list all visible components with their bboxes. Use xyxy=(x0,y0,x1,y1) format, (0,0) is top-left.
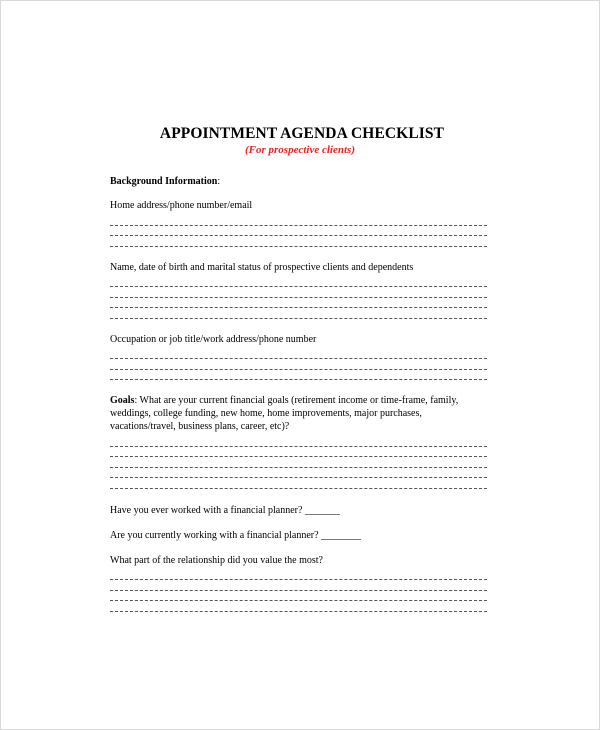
answer-lines-occupation xyxy=(110,349,490,381)
answer-lines-home-address xyxy=(110,215,490,247)
answer-lines-goals xyxy=(110,436,490,489)
answer-line xyxy=(110,287,487,298)
answer-line xyxy=(110,298,487,309)
answer-line xyxy=(110,591,487,602)
question-goals xyxy=(110,394,485,433)
answer-line xyxy=(110,277,487,288)
answer-line xyxy=(110,349,487,360)
answer-line xyxy=(110,468,487,479)
answer-line xyxy=(110,370,487,381)
answer-line xyxy=(110,457,487,468)
answer-line xyxy=(110,226,487,237)
answer-line xyxy=(110,308,487,319)
question-home-address: Home address/phone number/email xyxy=(110,200,253,211)
answer-line xyxy=(110,478,487,489)
background-heading-row xyxy=(110,175,490,188)
answer-lines-relationship-value xyxy=(110,570,490,612)
answer-line xyxy=(110,580,487,591)
question-planner-now: Are you currently working with a financial planner? ________ xyxy=(110,529,362,541)
question-planner-before: Have you ever worked with a financial planner? _______ xyxy=(110,504,340,516)
answer-line xyxy=(110,236,487,247)
document-content xyxy=(110,125,490,612)
background-heading-colon: : xyxy=(217,176,221,187)
question-relationship-value: What part of the relationship did you value the most? xyxy=(110,554,323,566)
answer-line xyxy=(110,436,487,447)
answer-line xyxy=(110,359,487,370)
answer-line xyxy=(110,601,487,612)
document-subtitle: (For prospective clients) xyxy=(245,144,355,156)
answer-lines-name-dob xyxy=(110,277,490,319)
answer-line xyxy=(110,215,487,226)
goals-label: Goals xyxy=(110,395,135,406)
answer-line xyxy=(110,570,487,581)
background-heading: Background Information xyxy=(110,176,218,187)
question-name-dob: Name, date of birth and marital status of prospective clients and dependents xyxy=(110,261,414,273)
answer-line xyxy=(110,447,487,458)
question-occupation: Occupation or job title/work address/phone number xyxy=(110,333,317,345)
document-title: APPOINTMENT AGENDA CHECKLIST xyxy=(159,125,445,142)
goals-text: : What are your current financial goals (retirement income or time-frame, family, weddings, college funding, new home, home improvements, major purchases, vacations/travel, business plans, career, etc)? xyxy=(110,395,459,432)
